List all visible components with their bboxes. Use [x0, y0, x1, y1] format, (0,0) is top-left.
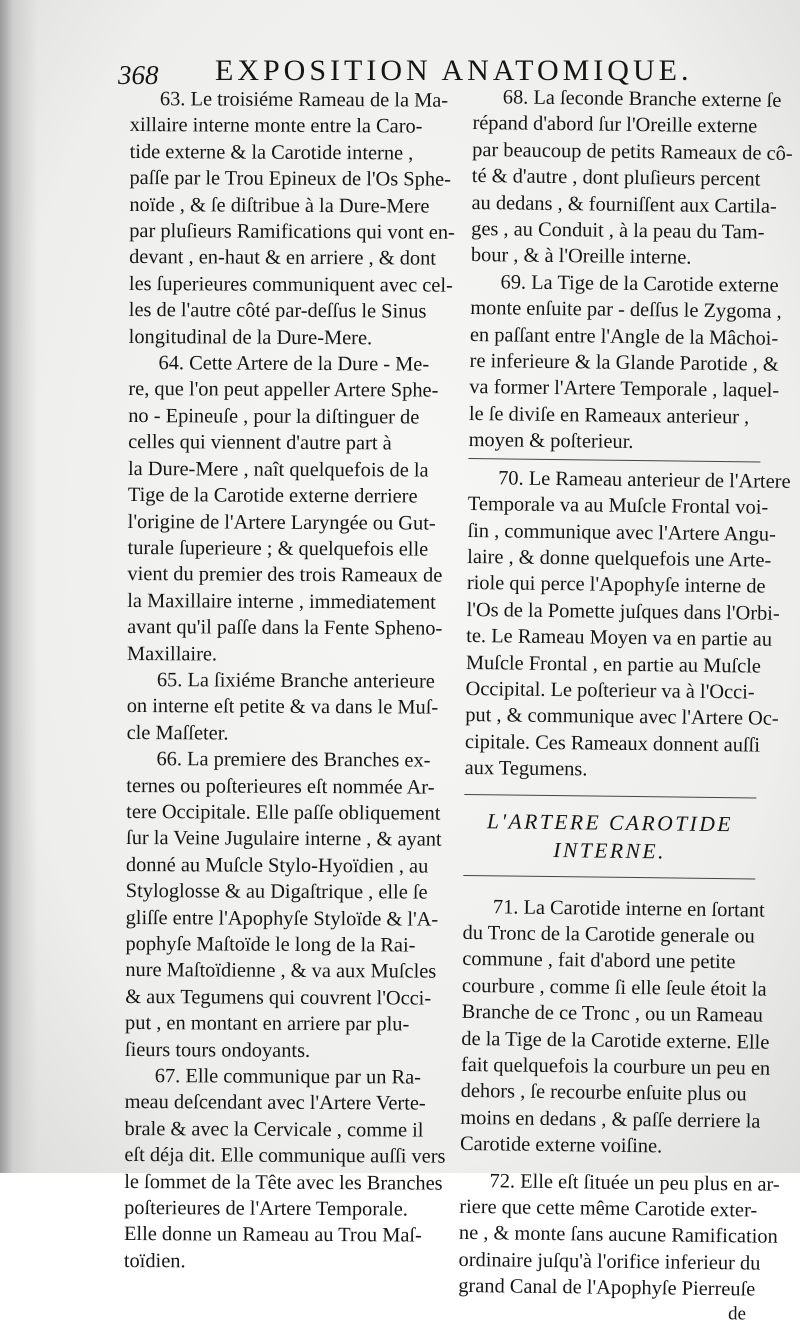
- text-line: celles qui viennent d'autre part à: [128, 431, 392, 455]
- text-line: le ſe diviſe en Rameaux anterieur ,: [468, 402, 750, 429]
- text-line: ſur la Veine Jugulaire interne , & ayant: [126, 827, 442, 852]
- text-line: Temporale va au Muſcle Frontal voi-: [467, 493, 769, 519]
- text-line: brale & avec la Cervicale , comme il: [124, 1117, 424, 1142]
- text-line: té & d'autre , dont pluſieurs percent: [471, 165, 761, 191]
- text-line: toïdien.: [123, 1249, 186, 1273]
- text-line: ternes ou poſterieures eſt nommée Ar-: [126, 774, 435, 799]
- text-line: de la Tige de la Carotide externe. Elle: [461, 1027, 770, 1054]
- section-heading-line: L'ARTERE CAROTIDE: [486, 808, 734, 836]
- text-line: donné au Muſcle Stylo-Hyoïdien , au: [125, 853, 429, 878]
- text-line: laire , & donne quelquefois une Arte-: [467, 545, 772, 572]
- text-line: l'origine de l'Artere Laryngée ou Gut-: [127, 510, 436, 535]
- text-line: Muſcle Frontal , en partie au Muſcle: [465, 651, 762, 678]
- text-line: grand Canal de l'Apophyſe Pierreuſe: [458, 1275, 756, 1301]
- text-line: en paſſant entre l'Angle de la Mâchoi-: [469, 323, 779, 350]
- text-line: meau deſcendant avec l'Artere Verte-: [124, 1091, 426, 1115]
- text-line: 70. Le Rameau anterieur de l'Artere: [498, 467, 791, 493]
- right-column: [458, 84, 793, 1325]
- text-line: cle Maſſeter.: [126, 721, 229, 745]
- text-line: turale ſuperieure ; & quelquefois elle: [127, 536, 429, 561]
- text-line: aux Tegumens.: [464, 757, 588, 781]
- text-line: moins en dedans , & paſſe derriere la: [460, 1106, 761, 1133]
- text-line: 69. La Tige de la Carotide externe: [500, 271, 779, 297]
- text-line: gliſſe entre l'Apophyſe Styloïde & l'A-: [125, 906, 439, 931]
- paragraph-72: [458, 1168, 780, 1304]
- paragraph-66: [125, 746, 455, 1065]
- text-line: put , & communique avec l'Artere Oc-: [465, 704, 779, 731]
- text-line: ges , au Conduit , à la peau du Tam-: [471, 218, 765, 244]
- text-line: par pluſieurs Ramifications qui vont en-: [129, 220, 455, 244]
- text-line: cipitale. Ces Rameaux donnent auſſi: [464, 730, 761, 757]
- text-line: 68. La ſeconde Branche externe ſe: [502, 86, 782, 112]
- text-line: ſieurs tours ondoyants.: [124, 1038, 311, 1062]
- section-heading: [463, 807, 756, 867]
- text-line: Elle donne un Rameau au Trou Maſ-: [123, 1223, 422, 1248]
- text-line: riere que cette même Carotide exter-: [459, 1195, 758, 1222]
- text-line: dehors , ſe recourbe enſuite plus ou: [460, 1080, 747, 1106]
- left-column: [124, 86, 458, 1276]
- text-line: Styloglosse & au Digaſtrique , elle ſe: [125, 880, 428, 904]
- text-line: devant , en-haut & en arriere , & dont: [129, 246, 437, 271]
- text-line: Maxillaire.: [126, 642, 218, 665]
- text-line: tide externe & la Carotide interne ,: [129, 140, 414, 165]
- text-line: tere Occipitale. Elle paſſe obliquement: [126, 800, 441, 825]
- text-line: au dedans , & fourniſſent aux Cartila-: [471, 191, 777, 218]
- paragraph-divider: [468, 458, 760, 463]
- text-line: vient du premier des trois Rameaux de: [127, 563, 443, 587]
- text-line: Carotide externe voiſine.: [459, 1133, 663, 1158]
- text-line: put , en montant en arriere par plu-: [125, 1012, 410, 1036]
- text-line: te. Le Rameau Moyen va en partie au: [466, 625, 773, 651]
- text-line: re, que l'on peut appeller Artere Sphe-: [128, 378, 439, 403]
- text-line: moyen & poſterieur.: [468, 429, 634, 454]
- text-line: les ſuperieures communiquent avec cel-: [128, 272, 453, 297]
- text-line: re inferieure & la Glande Parotide , &: [469, 350, 779, 376]
- text-line: par beaucoup de petits Rameaux de cô-: [472, 138, 793, 165]
- text-line: commune , fait d'abord une petite: [462, 948, 736, 974]
- text-line: nure Maſtoïdienne , & va aux Muſcles: [125, 959, 437, 984]
- text-line: 66. La premiere des Branches ex-: [156, 748, 431, 772]
- text-line: va former l'Artere Temporale , laquel-: [469, 376, 780, 403]
- section-heading-line: INTERNE.: [553, 837, 667, 863]
- paragraph-68: [470, 84, 793, 272]
- page-number: 368: [118, 60, 159, 90]
- text-line: Occipital. Le poſterieur va à l'Occi-: [465, 677, 755, 704]
- text-line: ſin , communique avec l'Artere Angu-: [467, 519, 776, 546]
- text-line: riole qui perce l'Apophyſe interne de: [466, 572, 766, 598]
- section-rule: [463, 875, 755, 880]
- text-line: ordinaire juſqu'à l'orifice inferieur du: [458, 1248, 761, 1275]
- text-line: 64. Cette Artere de la Dure - Me-: [158, 352, 430, 376]
- text-line: courbure , comme ſi elle ſeule étoit la: [461, 974, 767, 1001]
- text-line: fait quelquefois la courbure un peu en: [460, 1053, 771, 1080]
- text-line: Tige de la Carotide externe derriere: [127, 484, 418, 508]
- text-line: 65. La ſixiéme Branche anterieure: [156, 669, 435, 693]
- section-rule: [464, 794, 756, 799]
- text-line: no - Epineuſe , pour la diſtinguer de: [128, 404, 420, 429]
- text-line: on interne eſt petite & va dans le Muſ-: [126, 695, 439, 719]
- text-line: 67. Elle communique par un Ra-: [154, 1065, 422, 1089]
- text-line: xillaire interne monte entre la Caro-: [129, 114, 423, 138]
- text-line: bour , & à l'Oreille interne.: [470, 244, 692, 270]
- paragraph-67: [124, 1063, 453, 1276]
- text-line: noïde , & ſe diſtribue à la Dure-Mere: [129, 193, 430, 218]
- text-line: longitudinal de la Dure-Mere.: [128, 325, 373, 349]
- text-line: avant qu'il paſſe dans la Fente Spheno-: [127, 616, 443, 640]
- text-line: la Dure-Mere , naît quelquefois de la: [127, 457, 429, 482]
- text-line: monte enſuite par - deſſus le Zygoma ,: [470, 297, 782, 324]
- text-line: pophyſe Maſtoïde le long de la Rai-: [125, 932, 416, 957]
- paragraph-70: [464, 465, 791, 785]
- text-line: & aux Tegumens qui couvrent l'Occi-: [125, 985, 432, 1010]
- text-line: Branche de ce Tronc , ou un Rameau: [461, 1001, 764, 1027]
- text-line: du Tronc de la Carotide generale ou: [462, 921, 755, 948]
- paragraph-65: [127, 667, 455, 748]
- running-title: EXPOSITION ANATOMIQUE.: [215, 54, 693, 87]
- text-line: eſt déja dit. Elle communique auſſi vers: [124, 1144, 446, 1168]
- catchword: de: [727, 1302, 747, 1325]
- text-line: les de l'autre côté par-deſſus le Sinus: [128, 299, 427, 323]
- text-line: répand d'abord ſur l'Oreille externe: [472, 112, 758, 138]
- text-line: poſterieures de l'Artere Temporale.: [124, 1197, 409, 1221]
- paragraph-69: [468, 269, 782, 457]
- text-line: la Maxillaire interne , immediatement: [127, 589, 436, 614]
- paragraph-64: [127, 350, 457, 669]
- binding-shadow: [0, 0, 38, 1173]
- text-line: 63. Le troisiéme Rameau de la Ma-: [159, 88, 449, 112]
- paragraph-71: [459, 894, 771, 1162]
- paragraph-63: [129, 86, 458, 352]
- text-line: 72. Elle eſt ſituée un peu plus en ar-: [489, 1169, 780, 1196]
- text-line: ne , & monte ſans aucune Ramification: [458, 1222, 778, 1249]
- text-line: le ſommet de la Tête avec les Branches: [124, 1170, 443, 1195]
- text-line: paſſe par le Trou Epineux de l'Os Sphe-: [129, 167, 451, 191]
- text-line: 71. La Carotide interne en ſortant: [492, 895, 765, 922]
- text-line: l'Os de la Pomette juſques dans l'Orbi-: [466, 598, 780, 625]
